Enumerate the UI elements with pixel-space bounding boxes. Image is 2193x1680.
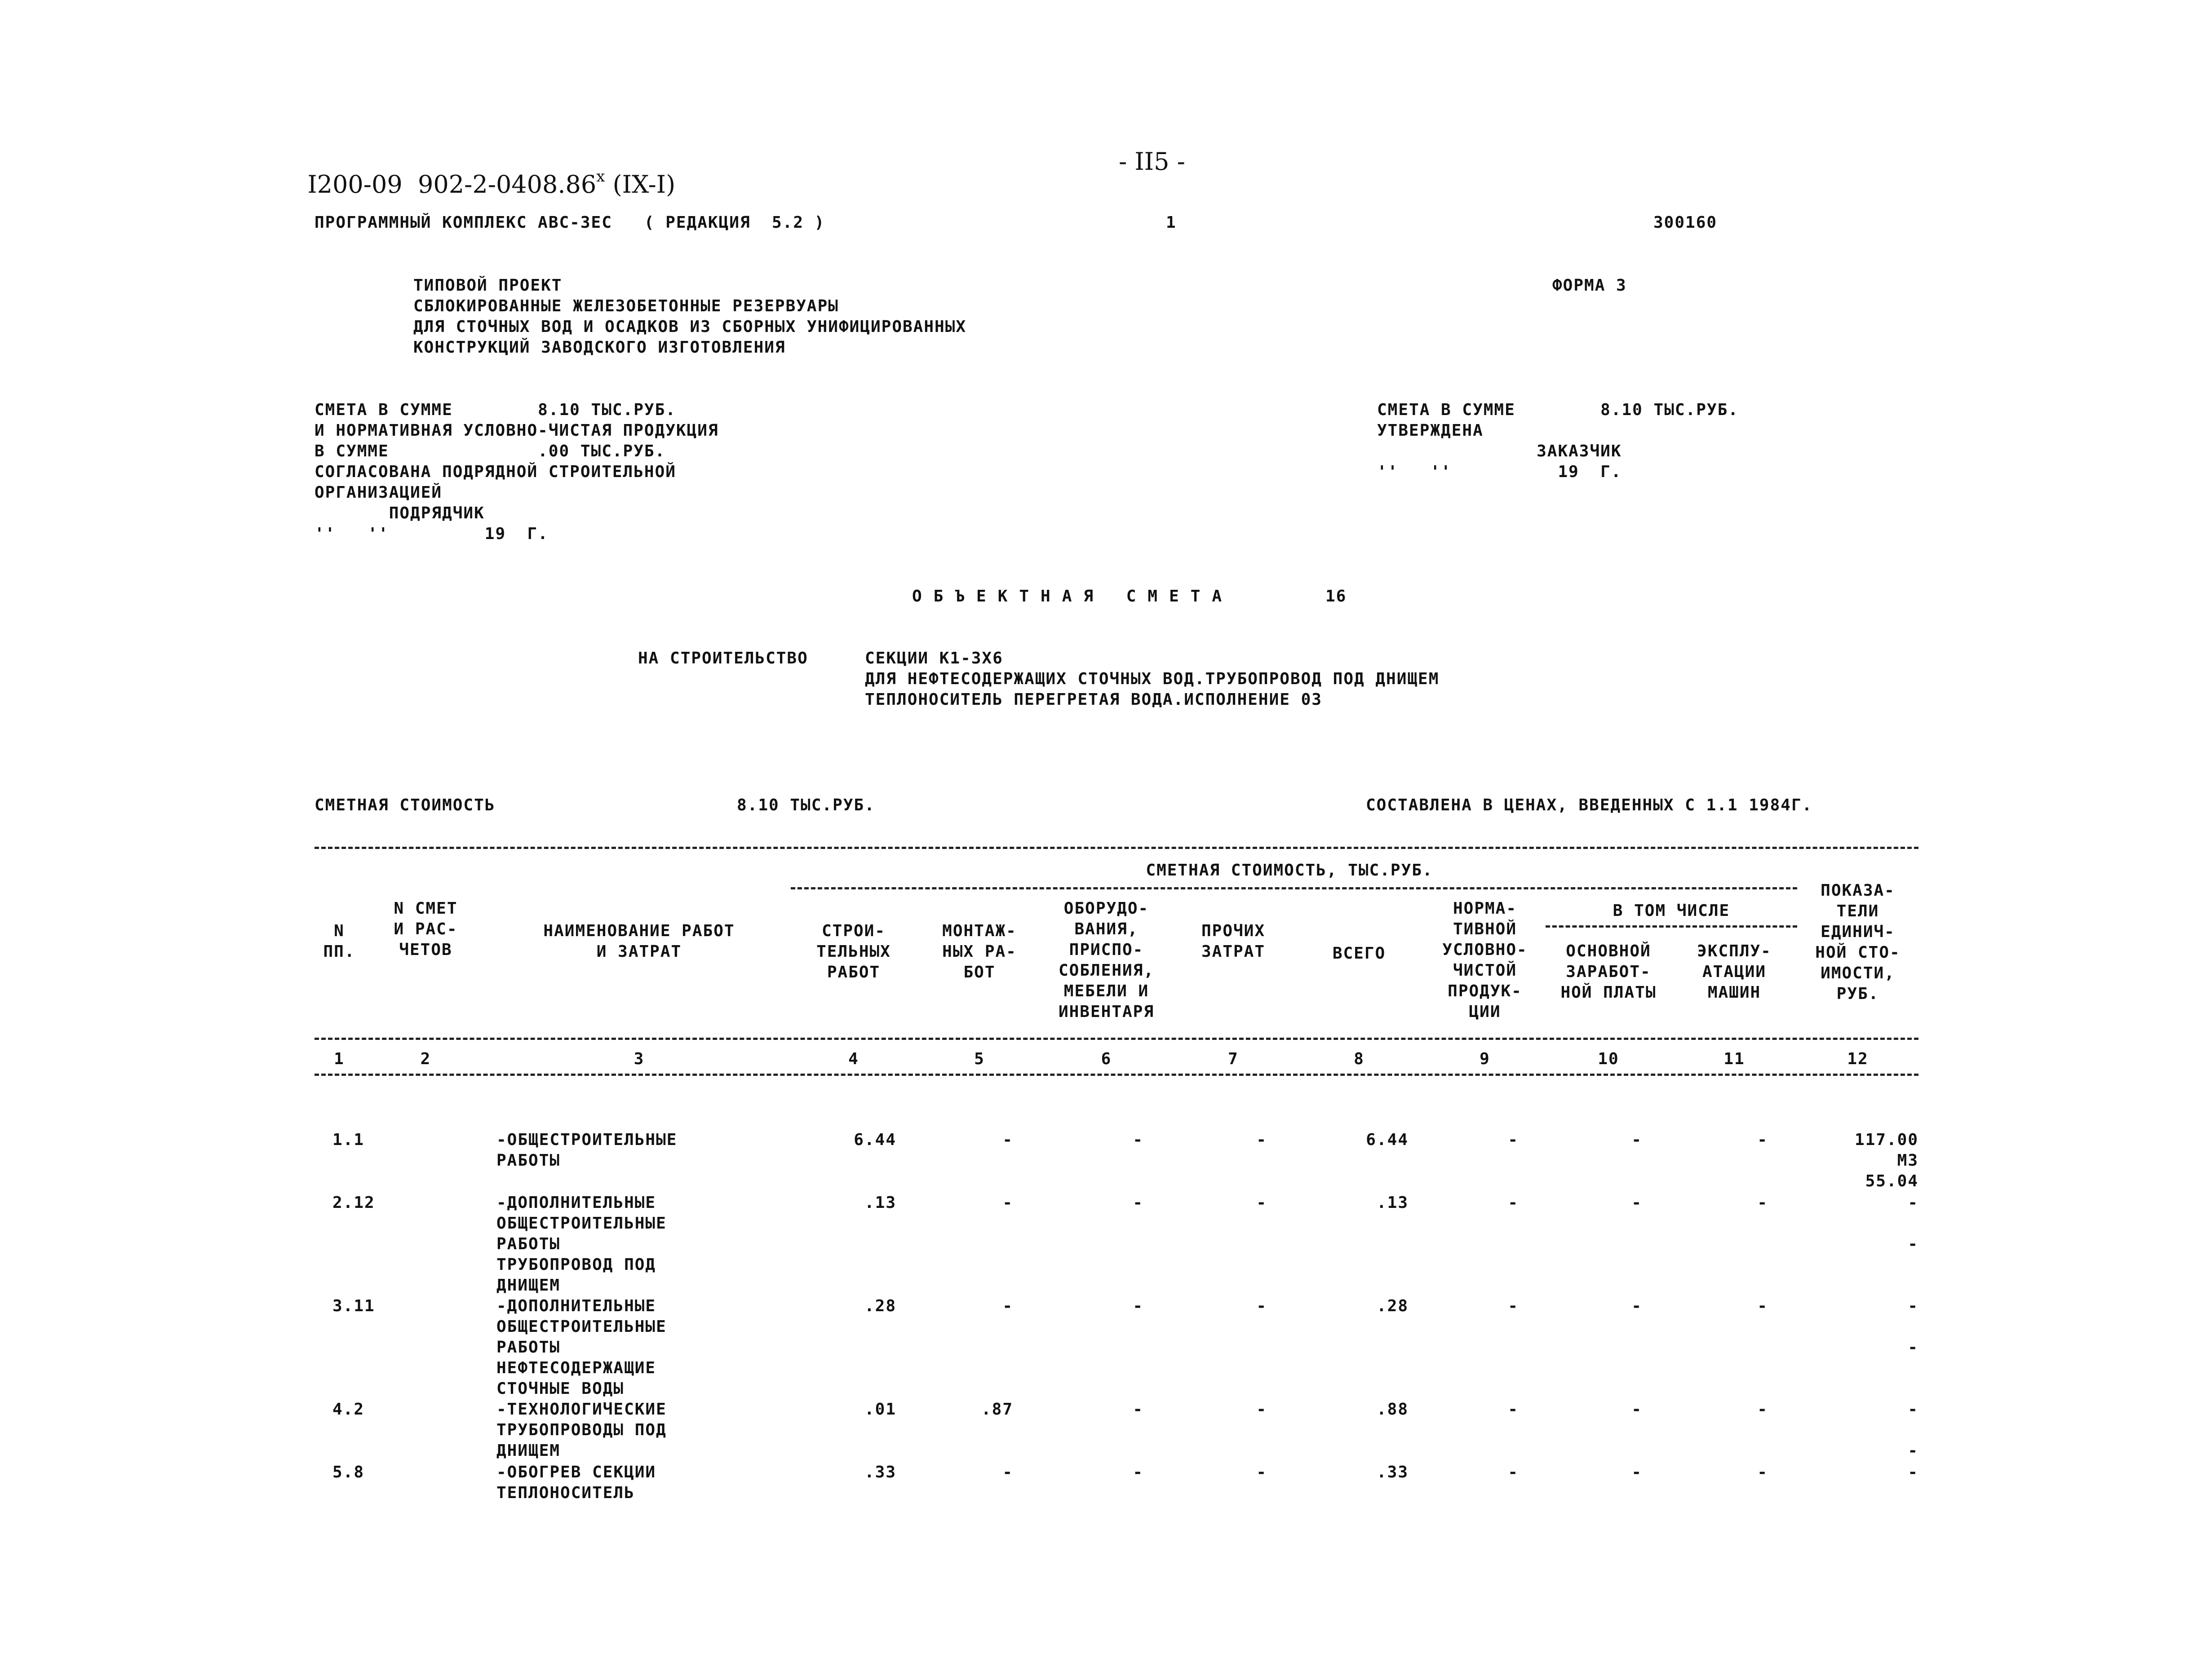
cell-indicator: - - <box>1908 1194 1918 1253</box>
column-header: ПРОЧИХ ЗАТРАТ <box>1201 922 1266 961</box>
column-header: ПОКАЗА- ТЕЛИ ЕДИНИЧ- НОЙ СТО- ИМОСТИ, РУБ. <box>1815 881 1901 1003</box>
column-header: ОСНОВНОЙ ЗАРАБОТ- НОЙ ПЛАТЫ <box>1560 942 1657 1002</box>
cell-build: .33 <box>864 1463 896 1481</box>
cell-build: .28 <box>864 1297 896 1315</box>
incl-header: В ТОМ ЧИСЛЕ <box>1613 902 1730 920</box>
cell-equip: - <box>1133 1194 1143 1212</box>
column-number: 7 <box>1228 1050 1239 1068</box>
cell-machines: - <box>1757 1400 1768 1419</box>
cell-name: -ОБЩЕСТРОИТЕЛЬНЫЕ РАБОТЫ <box>496 1131 678 1170</box>
project-line-1: СБЛОКИРОВАННЫЕ ЖЕЛЕЗОБЕТОННЫЕ РЕЗЕРВУАРЫ <box>413 297 839 315</box>
cell-other: - <box>1256 1297 1267 1315</box>
cell-other: - <box>1256 1194 1267 1212</box>
cell-norm: - <box>1508 1194 1519 1212</box>
summary-value: 8.10 ТЫС.РУБ. <box>737 796 875 814</box>
cell-norm: - <box>1508 1297 1519 1315</box>
cell-name: -ДОПОЛНИТЕЛЬНЫЕ ОБЩЕСТРОИТЕЛЬНЫЕ РАБОТЫ НЕФТЕСОДЕРЖАЩИЕ СТОЧНЫЕ ВОДЫ <box>496 1297 667 1398</box>
cell-smeta: 4.2 <box>332 1400 365 1419</box>
cell-total: .33 <box>1376 1463 1409 1481</box>
cell-smeta: 2.12 <box>332 1194 375 1212</box>
project-line-3: КОНСТРУКЦИЙ ЗАВОДСКОГО ИЗГОТОВЛЕНИЯ <box>413 338 786 357</box>
cell-smeta: 1.1 <box>332 1131 365 1149</box>
column-number: 6 <box>1101 1050 1112 1068</box>
right-block-line: СМЕТА В СУММЕ 8.10 ТЫС.РУБ. <box>1377 401 1739 419</box>
left-block-line: ПОДРЯДЧИК <box>315 504 485 522</box>
column-number: 5 <box>974 1050 985 1068</box>
cell-name: -ДОПОЛНИТЕЛЬНЫЕ ОБЩЕСТРОИТЕЛЬНЫЕ РАБОТЫ ТРУБОПРОВОД ПОД ДНИЩЕМ <box>496 1194 667 1295</box>
cell-salary: - <box>1631 1131 1642 1149</box>
page-number: - II5 - <box>1119 147 1185 176</box>
column-header: ОБОРУДО- ВАНИЯ, ПРИСПО- СОБЛЕНИЯ, МЕБЕЛИ И ИНВЕНТАРЯ <box>1058 899 1155 1021</box>
column-number: 4 <box>848 1050 859 1068</box>
cell-machines: - <box>1757 1131 1768 1149</box>
column-number: 8 <box>1354 1050 1365 1068</box>
table-rule-head <box>315 1038 1918 1040</box>
cell-build: .13 <box>864 1194 896 1212</box>
cell-salary: - <box>1631 1297 1642 1315</box>
document-code <box>292 148 675 197</box>
project-line-2: ДЛЯ СТОЧНЫХ ВОД И ОСАДКОВ ИЗ СБОРНЫХ УНИФИЦИРОВАННЫХ <box>413 318 967 336</box>
right-block-line: ЗАКАЗЧИК <box>1377 442 1622 460</box>
summary-prices: СОСТАВЛЕНА В ЦЕНАХ, ВВЕДЕННЫХ С 1.1 1984Г. <box>1366 796 1813 814</box>
cell-mount: - <box>1002 1463 1013 1481</box>
cell-total: 6.44 <box>1366 1131 1409 1149</box>
cell-salary: - <box>1631 1400 1642 1419</box>
cell-other: - <box>1256 1400 1267 1419</box>
document-code-superscript: x <box>596 168 605 186</box>
table-rule-numbers <box>315 1074 1918 1076</box>
cell-total: .28 <box>1376 1297 1409 1315</box>
project-title: ТИПОВОЙ ПРОЕКТ <box>413 276 563 295</box>
column-header: N СМЕТ И РАС- ЧЕТОВ <box>394 899 458 959</box>
cell-name: -ТЕХНОЛОГИЧЕСКИЕ ТРУБОПРОВОДЫ ПОД ДНИЩЕМ <box>496 1400 667 1460</box>
left-block-line: СМЕТА В СУММЕ 8.10 ТЫС.РУБ. <box>315 401 676 419</box>
construction-line-1: СЕКЦИИ К1-3Х6 <box>865 649 1003 668</box>
cell-salary: - <box>1631 1463 1642 1481</box>
construction-line-3: ТЕПЛОНОСИТЕЛЬ ПЕРЕГРЕТАЯ ВОДА.ИСПОЛНЕНИЕ 03 <box>865 690 1322 709</box>
column-header: ЭКСПЛУ- АТАЦИИ МАШИН <box>1697 942 1772 1002</box>
table-rule-incl <box>1546 925 1797 928</box>
cell-equip: - <box>1133 1131 1143 1149</box>
cell-mount: - <box>1002 1131 1013 1149</box>
construction-line-2: ДЛЯ НЕФТЕСОДЕРЖАЩИХ СТОЧНЫХ ВОД.ТРУБОПРОВОД ПОД ДНИЩЕМ <box>865 670 1440 688</box>
left-block-line: И НОРМАТИВНАЯ УСЛОВНО-ЧИСТАЯ ПРОДУКЦИЯ <box>315 421 719 440</box>
column-number: 2 <box>420 1050 431 1068</box>
summary-label: СМЕТНАЯ СТОИМОСТЬ <box>315 796 496 814</box>
column-header: ВСЕГО <box>1332 944 1386 963</box>
column-header: НОРМА- ТИВНОЙ УСЛОВНО- ЧИСТОЙ ПРОДУК- ЦИИ <box>1442 899 1528 1021</box>
cell-other: - <box>1256 1463 1267 1481</box>
group-header: СМЕТНАЯ СТОИМОСТЬ, ТЫС.РУБ. <box>1146 861 1433 880</box>
cell-other: - <box>1256 1131 1267 1149</box>
program-code: 300160 <box>1653 213 1718 232</box>
column-number: 9 <box>1480 1050 1490 1068</box>
cell-build: .01 <box>864 1400 896 1419</box>
smeta-title: ОБЪЕКТНАЯ СМЕТА <box>912 587 1234 606</box>
document-code-main: I200-09 902-2-0408.86 <box>307 170 597 199</box>
cell-indicator: - - <box>1908 1297 1918 1357</box>
cell-equip: - <box>1133 1297 1143 1315</box>
column-number: 1 <box>334 1050 345 1068</box>
column-number: 12 <box>1847 1050 1869 1068</box>
cell-mount: - <box>1002 1297 1013 1315</box>
cell-equip: - <box>1133 1400 1143 1419</box>
left-block-line: В СУММЕ .00 ТЫС.РУБ. <box>315 442 666 460</box>
cell-indicator: - - <box>1908 1400 1918 1460</box>
cell-total: .13 <box>1376 1194 1409 1212</box>
smeta-number: 16 <box>1325 587 1347 606</box>
column-header: СТРОИ- ТЕЛЬНЫХ РАБОТ <box>816 922 891 981</box>
left-block-line: '' '' 19 Г. <box>315 525 549 543</box>
cell-machines: - <box>1757 1194 1768 1212</box>
column-number: 11 <box>1723 1050 1745 1068</box>
table-rule-group <box>791 887 1797 889</box>
form-label: ФОРМА 3 <box>1552 276 1627 295</box>
column-header: НАИМЕНОВАНИЕ РАБОТ И ЗАТРАТ <box>543 922 735 961</box>
left-block-line: СОГЛАСОВАНА ПОДРЯДНОЙ СТРОИТЕЛЬНОЙ <box>315 463 676 481</box>
program-page: 1 <box>1166 213 1177 232</box>
cell-equip: - <box>1133 1463 1143 1481</box>
column-number: 3 <box>634 1050 645 1068</box>
cell-indicator: 117.00 М3 55.04 <box>1854 1131 1918 1190</box>
document-code-suffix: (IX-I) <box>605 170 676 199</box>
cell-build: 6.44 <box>854 1131 896 1149</box>
construction-label: НА СТРОИТЕЛЬСТВО <box>638 649 808 668</box>
column-number: 10 <box>1598 1050 1619 1068</box>
cell-indicator: - <box>1908 1463 1918 1481</box>
cell-total: .88 <box>1376 1400 1409 1419</box>
table-rule-top <box>315 847 1918 849</box>
right-block-line: '' '' 19 Г. <box>1377 463 1622 481</box>
left-block-line: ОРГАНИЗАЦИЕЙ <box>315 483 443 502</box>
cell-machines: - <box>1757 1463 1768 1481</box>
cell-norm: - <box>1508 1400 1519 1419</box>
cell-smeta: 5.8 <box>332 1463 365 1481</box>
cell-machines: - <box>1757 1297 1768 1315</box>
cell-salary: - <box>1631 1194 1642 1212</box>
column-header: МОНТАЖ- НЫХ РА- БОТ <box>942 922 1017 981</box>
right-block-line: УТВЕРЖДЕНА <box>1377 421 1484 440</box>
cell-smeta: 3.11 <box>332 1297 375 1315</box>
cell-norm: - <box>1508 1463 1519 1481</box>
cell-mount: - <box>1002 1194 1013 1212</box>
cell-norm: - <box>1508 1131 1519 1149</box>
column-header: N ПП. <box>323 922 355 961</box>
program-line: ПРОГРАММНЫЙ КОМПЛЕКС АВС-3ЕС ( РЕДАКЦИЯ 5.2 ) <box>315 213 825 232</box>
cell-mount: .87 <box>981 1400 1013 1419</box>
cell-name: -ОБОГРЕВ СЕКЦИИ ТЕПЛОНОСИТЕЛЬ <box>496 1463 656 1502</box>
